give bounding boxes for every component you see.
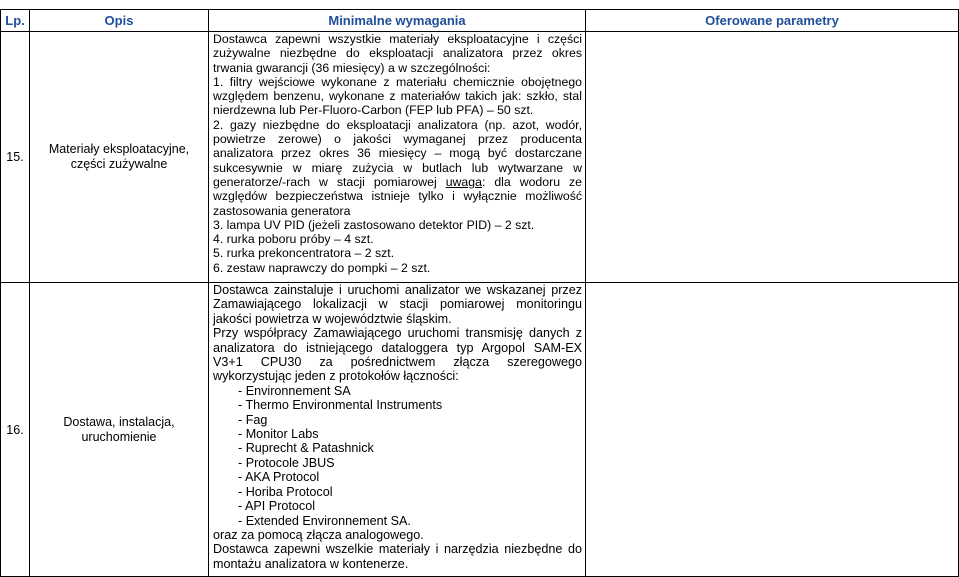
table-row-16 <box>1 283 959 577</box>
row-15-requirements <box>209 32 586 283</box>
row-15-offer-cell[interactable] <box>586 32 959 283</box>
row-15-lp: 15. <box>1 32 30 283</box>
header-lp: Lp. <box>1 10 30 32</box>
req-16-intro1: Dostawca zainstaluje i uruchomi analizator we wskazanej przez Zamawiającego lokalizacji w stacji pomiarowej monitoringu jakości powietrza w województwie śląskim. <box>213 283 582 326</box>
req-15-note-label: uwaga <box>445 174 482 189</box>
row-16-opis <box>30 283 209 577</box>
row-16-offer-cell[interactable] <box>586 283 959 577</box>
req-15-item-4: 4. rurka poboru próby – 4 szt. <box>213 232 374 247</box>
req-16-protocol: - Monitor Labs <box>238 427 319 442</box>
header-opis: Opis <box>30 10 209 32</box>
table-row-15 <box>1 32 959 283</box>
specification-table <box>0 9 959 577</box>
req-16-intro2: Przy współpracy Zamawiającego uruchomi transmisję danych z analizatora do istniejącego dataloggera typ Argopol SAM-EX V3+1 CPU30 za pośrednictwem złącza szeregowego wykorzystując jeden z protokołów łączności: <box>213 326 582 384</box>
req-15-item-1: 1. filtry wejściowe wykonane z materiału chemicznie obojętnego względem benzenu, wykonane z materiałów takich jak: szkło, stal nierdzewna lub Per-Fluoro-Carbon (FEP lub PFA) – 50 szt. <box>213 74 582 118</box>
header-wymagania: Minimalne wymagania <box>209 10 586 32</box>
req-15-item-2 <box>213 118 582 218</box>
req-16-protocol: - API Protocol <box>238 499 315 514</box>
req-16-protocol: - Environnement SA <box>238 383 351 398</box>
row-15-opis-line1: Materiały eksploatacyjne, <box>48 142 190 156</box>
row-15-opis <box>30 32 209 283</box>
header-row <box>1 10 959 32</box>
row-16-opis-line2: uruchomienie <box>81 429 157 444</box>
req-16-outro2: Dostawca zapewni wszelkie materiały i narzędzia niezbędne do montażu analizatora w kontenerze. <box>213 542 582 571</box>
req-15-intro: Dostawca zapewni wszystkie materiały eksploatacyjne i części zużywalne niezbędne do eksploatacji analizatora przez okres trwania gwarancji (36 miesięcy) a w szczególności: <box>213 32 582 75</box>
req-16-protocol: - Protocole JBUS <box>238 455 335 470</box>
req-16-protocol: - AKA Protocol <box>238 470 320 485</box>
row-16-lp: 16. <box>1 283 30 577</box>
req-16-protocol: - Horiba Protocol <box>238 484 333 499</box>
req-15-item-3: 3. lampa UV PID (jeżeli zastosowano detektor PID) – 2 szt. <box>213 217 535 232</box>
req-16-protocol: - Fag <box>238 412 268 427</box>
req-16-outro1: oraz za pomocą złącza analogowego. <box>213 527 424 542</box>
req-16-protocol: - Thermo Environmental Instruments <box>238 398 443 413</box>
header-oferowane: Oferowane parametry <box>586 10 959 32</box>
req-15-item-5: 5. rurka prekoncentratora – 2 szt. <box>213 246 395 261</box>
row-16-opis-line1: Dostawa, instalacja, <box>63 414 175 429</box>
row-15-opis-line2: części zużywalne <box>70 157 168 171</box>
req-15-note-text: : dla wodoru ze względów bezpieczeństwa istnieje tylko i wyłącznie możliwość zastosowania generatora <box>213 174 582 218</box>
row-16-requirements <box>209 283 586 577</box>
req-16-protocol: - Extended Environnement SA. <box>238 513 411 528</box>
req-15-item-2-text: 2. gazy niezbędne do eksploatacji analizatora (np. azot, wodór, powietrze zerowe) o jakości wymaganej przez producenta analizatora przez okres 36 miesięcy – mogą być dostarczane sukcesywnie w miarę zużycia w butlach lub wytwarzane w generatorze/-rach w stacji pomiarowej <box>213 117 582 189</box>
req-16-protocol: - Ruprecht & Patashnick <box>238 441 374 456</box>
req-15-item-6: 6. zestaw naprawczy do pompki – 2 szt. <box>213 260 431 275</box>
